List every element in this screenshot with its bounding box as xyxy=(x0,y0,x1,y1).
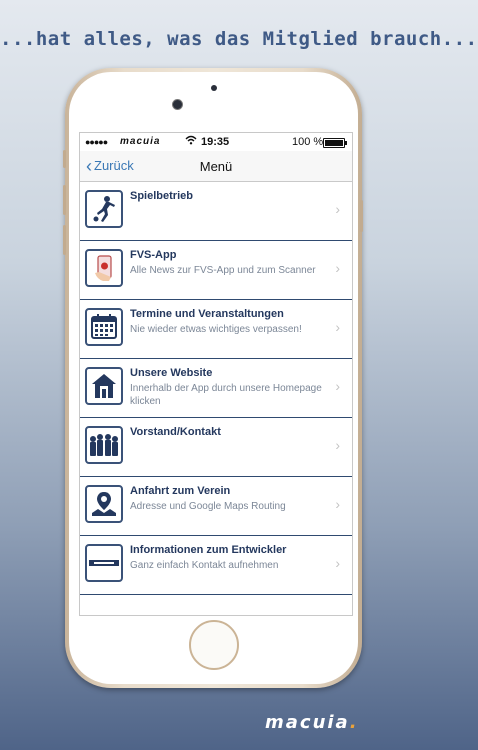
headline: ...hat alles, was das Mitglied brauch... xyxy=(0,28,478,50)
volume-up-button xyxy=(63,185,66,215)
chevron-right-icon: › xyxy=(335,496,340,512)
app-screen xyxy=(79,132,353,616)
menu-item-subtitle: Ganz einfach Kontakt aufnehmen xyxy=(130,560,279,571)
mute-switch xyxy=(63,150,66,168)
menu-item-title: Anfahrt zum Verein xyxy=(130,485,231,497)
wifi-icon xyxy=(185,135,197,148)
speaker-dot xyxy=(211,85,217,91)
menu-item-title: Spielbetrieb xyxy=(130,190,193,202)
chevron-left-icon: ‹ xyxy=(86,155,92,176)
chevron-right-icon: › xyxy=(335,378,340,394)
camera-icon xyxy=(172,99,183,110)
soccer-player-icon xyxy=(85,190,123,228)
menu-list xyxy=(80,182,352,595)
status-bar xyxy=(80,133,352,151)
status-time: 19:35 xyxy=(201,136,230,148)
chevron-right-icon: › xyxy=(335,201,340,217)
house-icon xyxy=(85,367,123,405)
signal-icon: ●●●●● xyxy=(85,137,108,147)
menu-item-title: Termine und Veranstaltungen xyxy=(130,308,284,320)
menu-item-fvs-app[interactable] xyxy=(80,241,352,300)
page-title: Menü xyxy=(199,159,233,174)
chevron-right-icon: › xyxy=(335,260,340,276)
battery-icon xyxy=(323,138,345,148)
brand-logo-text: macuia xyxy=(265,712,350,733)
home-button[interactable] xyxy=(189,620,239,670)
phone-hand-icon xyxy=(85,249,123,287)
menu-item-anfahrt[interactable] xyxy=(80,477,352,536)
menu-item-entwickler[interactable] xyxy=(80,536,352,595)
menu-item-subtitle: Adresse und Google Maps Routing xyxy=(130,501,286,512)
menu-item-subtitle: Nie wieder etwas wichtiges verpassen! xyxy=(130,324,302,335)
menu-item-title: Vorstand/Kontakt xyxy=(130,426,221,438)
menu-item-title: FVS-App xyxy=(130,249,177,261)
volume-down-button xyxy=(63,225,66,255)
menu-item-vorstand[interactable] xyxy=(80,418,352,477)
battery-percentage: 100 % xyxy=(292,136,324,148)
carrier-name: macuia xyxy=(120,136,161,147)
chevron-right-icon: › xyxy=(335,437,340,453)
group-icon xyxy=(85,426,123,464)
menu-item-website[interactable] xyxy=(80,359,352,418)
map-pin-icon xyxy=(85,485,123,523)
back-label: Zurück xyxy=(94,158,134,173)
brand-logo: macuia. xyxy=(265,712,359,733)
power-button xyxy=(360,200,363,232)
menu-item-title: Informationen zum Entwickler xyxy=(130,544,287,556)
menu-item-termine[interactable] xyxy=(80,300,352,359)
menu-item-subtitle: Innerhalb der App durch unsere Homepage klicken xyxy=(130,383,322,407)
menu-item-subtitle: Alle News zur FVS-App und zum Scanner xyxy=(130,265,316,276)
menu-item-spielbetrieb[interactable] xyxy=(80,182,352,241)
navigation-bar xyxy=(80,151,352,182)
developer-logo-icon xyxy=(85,544,123,582)
chevron-right-icon: › xyxy=(335,319,340,335)
menu-item-title: Unsere Website xyxy=(130,367,213,379)
calendar-icon xyxy=(85,308,123,346)
chevron-right-icon: › xyxy=(335,555,340,571)
